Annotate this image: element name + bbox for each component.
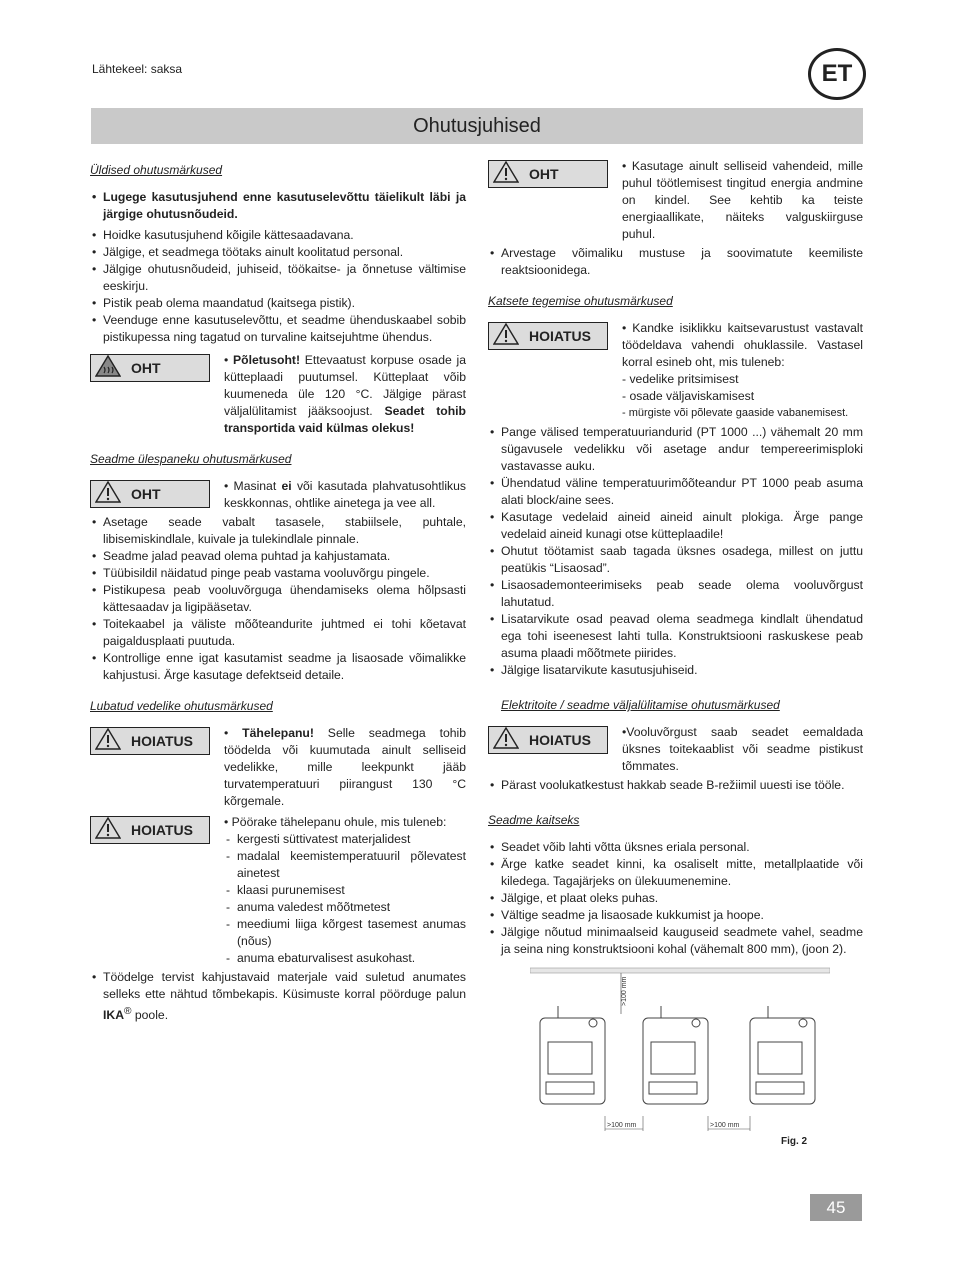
figure-label-top: >100 mm <box>621 976 628 1006</box>
list-item: • Tüübisildil näidatud pinge peab vastama vooluvõrgu pingele. <box>90 565 466 582</box>
list-item: • Kasutage vedelaid aineid aineid ainult plokiga. Ärge pange vedelaid aineid kunagi otse kütteplaadile! <box>488 509 863 543</box>
warning-body: Vooluvõrgust saab seadet eemaldada üksnes toitekaablist või seadme pistikust tõmmates. <box>622 725 863 773</box>
list-item: • Ühendatud väline temperatuurimõõteandur PT 1000 peab asuma alati block/aine sees. <box>488 475 863 509</box>
warning-block-media <box>90 725 466 810</box>
energy-list <box>488 245 863 279</box>
language-badge: ET <box>808 48 866 100</box>
list-item: • Vältige seadme ja lisaosade kukkumist ja hoope. <box>488 907 863 924</box>
warning-body: või kasutada plahvatusohtlikus keskkonnas, ohtlike ainetega ja vee all. <box>224 479 467 510</box>
hazard-line: - osade väljaviskamisest <box>622 389 755 403</box>
hazard-line: - mürgiste või põlevate gaaside vabanemisest. <box>622 407 849 419</box>
warning-label-box <box>90 727 210 755</box>
testing-list <box>488 424 863 679</box>
list-item: • Seadet võib lahti võtta üksnes eriala personal. <box>488 839 863 856</box>
section-heading-general: Üldised ohutusmärkused <box>90 163 223 177</box>
page-number: 45 <box>810 1194 862 1221</box>
section-heading-media: Lubatud vedelike ohutusmärkused <box>90 699 273 713</box>
list-item: • Jälgige lisatarvikute kasutusjuhiseid. <box>488 662 863 679</box>
hot-surface-icon <box>95 355 121 382</box>
warning-label-box <box>488 726 608 754</box>
section-heading-protect: Seadme kaitseks <box>488 813 580 827</box>
protect-list <box>488 839 863 958</box>
warning-label-box <box>90 480 210 508</box>
warning-text: • Tähelepanu! Selle seadmega tohib töödelda või kuumutada ainult selliseid vedelikke, mille leekpunkt jääb turvatemperatuuri piirangust 130 °C kõrgemale. <box>224 726 467 808</box>
list-item-text: Töödelge tervist kahjustavaid materjale vaid suletud anumates selleks ette nähtud tõmbekapis. Küsimuste korral pöörduge palun <box>103 970 466 1001</box>
warning-triangle-icon <box>493 161 519 188</box>
device-3 <box>750 1006 815 1104</box>
warning-label: HOIATUS <box>131 821 193 838</box>
warning-text: • Masinat ei või kasutada plahvatusohtlikus keskkonnas, ohtlike ainetega ja vee all. <box>224 479 467 510</box>
media-list <box>90 969 466 1024</box>
warning-text: • Kasutage ainult selliseid vahendeid, mille puhul töötlemisest tingitud energia andmine on kindel. See kehtib ka teiste energiaallikate, näiteks valguskiirguse puhul. <box>622 159 863 241</box>
warning-triangle-icon <box>493 727 519 754</box>
warning-label-box <box>90 816 210 844</box>
page-title: Ohutusjuhised <box>91 108 863 144</box>
figure-label-gap2: >100 mm <box>710 1122 740 1129</box>
warning-triangle-icon <box>95 728 121 755</box>
list-item <box>90 969 466 1024</box>
warning-strong: Põletusoht! <box>233 353 301 367</box>
list-item: • Jälgige nõutud minimaalseid kauguseid seadmete vahel, seadme ja seina ning konstruktsiooni kohal (vähemalt 800 mm), (joon 2). <box>488 924 863 958</box>
warning-text: • Pöörake tähelepanu ohule, mis tuleneb: - kergesti süttivatest materjalidest - madalal keemistemperatuuril põlevatest ainetest - klaasi purunemisest - anuma valedest mõõtmetest - meediumi liiga kõrgest tasemest anumas (nõus) - anuma ebaturvalisest asukohast. <box>224 814 466 967</box>
warning-label: OHT <box>529 165 559 182</box>
warning-label-box <box>488 160 608 188</box>
warning-body: Kasutage ainult selliseid vahendeid, mille puhul töötlemisest tingitud energia andmine on kindel. See kehtib ka teiste energiaallikate, näiteks valguskiirguse puhul. <box>622 159 863 241</box>
figure-label-gap1: >100 mm <box>607 1122 637 1129</box>
list-item: • Seadme jalad peavad olema puhtad ja kahjustamata. <box>90 548 466 565</box>
registered-mark: ® <box>124 1006 132 1017</box>
warning-triangle-icon <box>95 481 121 508</box>
list-item: • Veenduge enne kasutuselevõttu, et seadme ühenduskaabel sobib pistikupessa ning tagatud on turvaline kaitsejuhtme ühendus. <box>90 312 466 346</box>
warning-label: OHT <box>131 485 161 502</box>
list-item: • Pistikupesa peab vooluvõrguga ühendamiseks olema hõlpsasti kättesaadav ja ligipääsetav. <box>90 582 466 616</box>
warning-strong: Seadet tohib transportida vaid külmas olekus! <box>224 404 466 435</box>
figure-caption: Fig. 2 <box>781 1136 808 1147</box>
spacing-figure <box>530 966 830 1141</box>
right-column <box>488 158 863 958</box>
warning-strong: Tähelepanu! <box>242 726 314 740</box>
warning-block-power <box>488 724 863 775</box>
warning-text: • Põletusoht! Ettevaatust korpuse osade ja kütteplaadi puutumsel. Kütteplaat võib kuumeneda üle 120 °C. Jälgige pärast väljalülitamist jääksoojust. Seadet tohib transportida vaid külmas olekus! <box>224 353 466 435</box>
warning-label: HOIATUS <box>529 731 591 748</box>
list-item: - klaasi purunemisest <box>224 882 466 899</box>
list-item: - anuma ebaturvalisest asukohast. <box>224 950 466 967</box>
warning-block-hazards <box>90 814 466 967</box>
warning-label: HOIATUS <box>131 732 193 749</box>
warning-label-box <box>90 354 210 382</box>
list-item: • Asetage seade vabalt tasasele, stabiilsele, puhtale, libisemiskindlale, kuivale ja tulekindlale pinnale. <box>90 514 466 548</box>
list-item: - meediumi liiga kõrgest tasemest anumas (nõus) <box>224 916 466 950</box>
list-item: • Toitekaabel ja väliste mõõteandurite juhtmed ei tohi kõetavat paigaldusplaati puutuda. <box>90 616 466 650</box>
warning-label: HOIATUS <box>529 327 591 344</box>
warning-label: OHT <box>131 359 161 376</box>
list-item: • Ohutut töötamist saab tagada üksnes osadega, millest on juttu peatükis “Lisaosad”. <box>488 543 863 577</box>
hazard-list <box>224 831 466 967</box>
list-item: • Arvestage võimaliku mustuse ja soovimatute keemiliste reaktsioonidega. <box>488 245 863 279</box>
list-item: • Ärge katke seadet kinni, ka osaliselt mitte, metallplaatide või kiledega. Tagajärjeks on ülekuumenemine. <box>488 856 863 890</box>
warning-body: Selle seadmega tohib töödelda või kuumutada ainult selliseid vedelikke, mille leekpunkt jääb turvatemperatuuri piirangust 130 °C kõrgemale. <box>224 726 467 808</box>
warning-strong: ei <box>281 479 292 493</box>
list-item: - anuma valedest mõõtmetest <box>224 899 466 916</box>
list-item: • Jälgige ohutusnõudeid, juhiseid, töökaitse- ja õnnetuse vältimise eeskirju. <box>90 261 466 295</box>
list-item: • Hoidke kasutusjuhend kõigile kättesaadavana. <box>90 227 466 244</box>
list-item: • Kontrollige enne igat kasutamist seadme ja lisaosade võimalikke kahjustusi. Ärge kasutage defektseid detaile. <box>90 650 466 684</box>
source-language: Lähtekeel: saksa <box>92 62 183 76</box>
list-item: • Pärast voolukatkestust hakkab seade B-režiimil uuesti ise tööle. <box>488 777 863 794</box>
hazard-line: - vedelike pritsimisest <box>622 372 739 386</box>
power-list <box>488 777 863 794</box>
list-item: - kergesti süttivatest materjalidest <box>224 831 466 848</box>
list-item: • Jälgige, et plaat oleks puhas. <box>488 890 863 907</box>
list-item: • Pange välised temperatuuriandurid (PT 1000 ...) vähemalt 20 mm sügavusele vedelikku või asetage andur tempereerimisploki vastavasse auku. <box>488 424 863 475</box>
warning-text: • Kandke isiklikku kaitsevarustust vastavalt töödeldava vahendi ohuklassile. Vastasel korral esineb oht, mis tuleneb: - vedelike pritsimisest - osade väljaviskamisest - mürgiste või põlevate gaaside vabanemisest. <box>622 320 863 422</box>
section-heading-setup: Seadme ülespaneku ohutusmärkused <box>90 452 292 466</box>
general-list <box>90 189 466 346</box>
device-1 <box>540 1006 605 1104</box>
warning-body: Kandke isiklikku kaitsevarustust vastavalt töödeldava vahendi ohuklassile. Vastasel korral esineb oht, mis tuleneb: <box>622 321 864 369</box>
left-column <box>90 152 466 1024</box>
warning-label-box <box>488 322 608 350</box>
setup-list <box>90 514 466 684</box>
warning-body: Ettevaatust korpuse osade ja kütteplaadi puutumsel. Kütteplaat võib kuumeneda üle 120 °C. Jälgige pärast väljalülitamist jääksoojust. <box>224 353 466 418</box>
list-item: • Pistik peab olema maandatud (kaitsega pistik). <box>90 295 466 312</box>
list-item: - madalal keemistemperatuuril põlevatest ainetest <box>224 848 466 882</box>
warning-body: Masinat <box>233 479 282 493</box>
warning-text: •Vooluvõrgust saab seadet eemaldada üksnes toitekaablist või seadme pistikust tõmmates. <box>622 725 863 773</box>
list-item: • Lisatarvikute osad peavad olema seadmega kindlalt ühendatud ega tohi iseenesest lahti tulla. Konstruktsiooni raskuskese peab asuma plaadi mõõtmete piirides. <box>488 611 863 662</box>
list-item: • Lisaosademonteerimiseks peab seade olema vooluvõrgust lahutatud. <box>488 577 863 611</box>
warning-block-burn <box>90 352 466 437</box>
list-item: • Lugege kasutusjuhend enne kasutuselevõttu täielikult läbi ja järgige ohutusnõudeid. <box>90 189 466 223</box>
list-item-text: poole. <box>131 1008 169 1023</box>
warning-triangle-icon <box>493 323 519 350</box>
device-2 <box>643 1006 708 1104</box>
warning-body: Pöörake tähelepanu ohule, mis tuleneb: <box>231 815 447 829</box>
brand-name: IKA <box>103 1008 124 1023</box>
warning-block-testing <box>488 320 863 422</box>
warning-block-energy <box>488 158 863 243</box>
warning-block-setup <box>90 478 466 512</box>
section-heading-testing: Katsete tegemise ohutusmärkused <box>488 294 673 308</box>
warning-triangle-icon <box>95 817 121 844</box>
section-heading-power: Elektritoite / seadme väljalülitamise ohutusmärkused <box>501 698 780 712</box>
list-item: • Jälgige, et seadmega töötaks ainult koolitatud personal. <box>90 244 466 261</box>
